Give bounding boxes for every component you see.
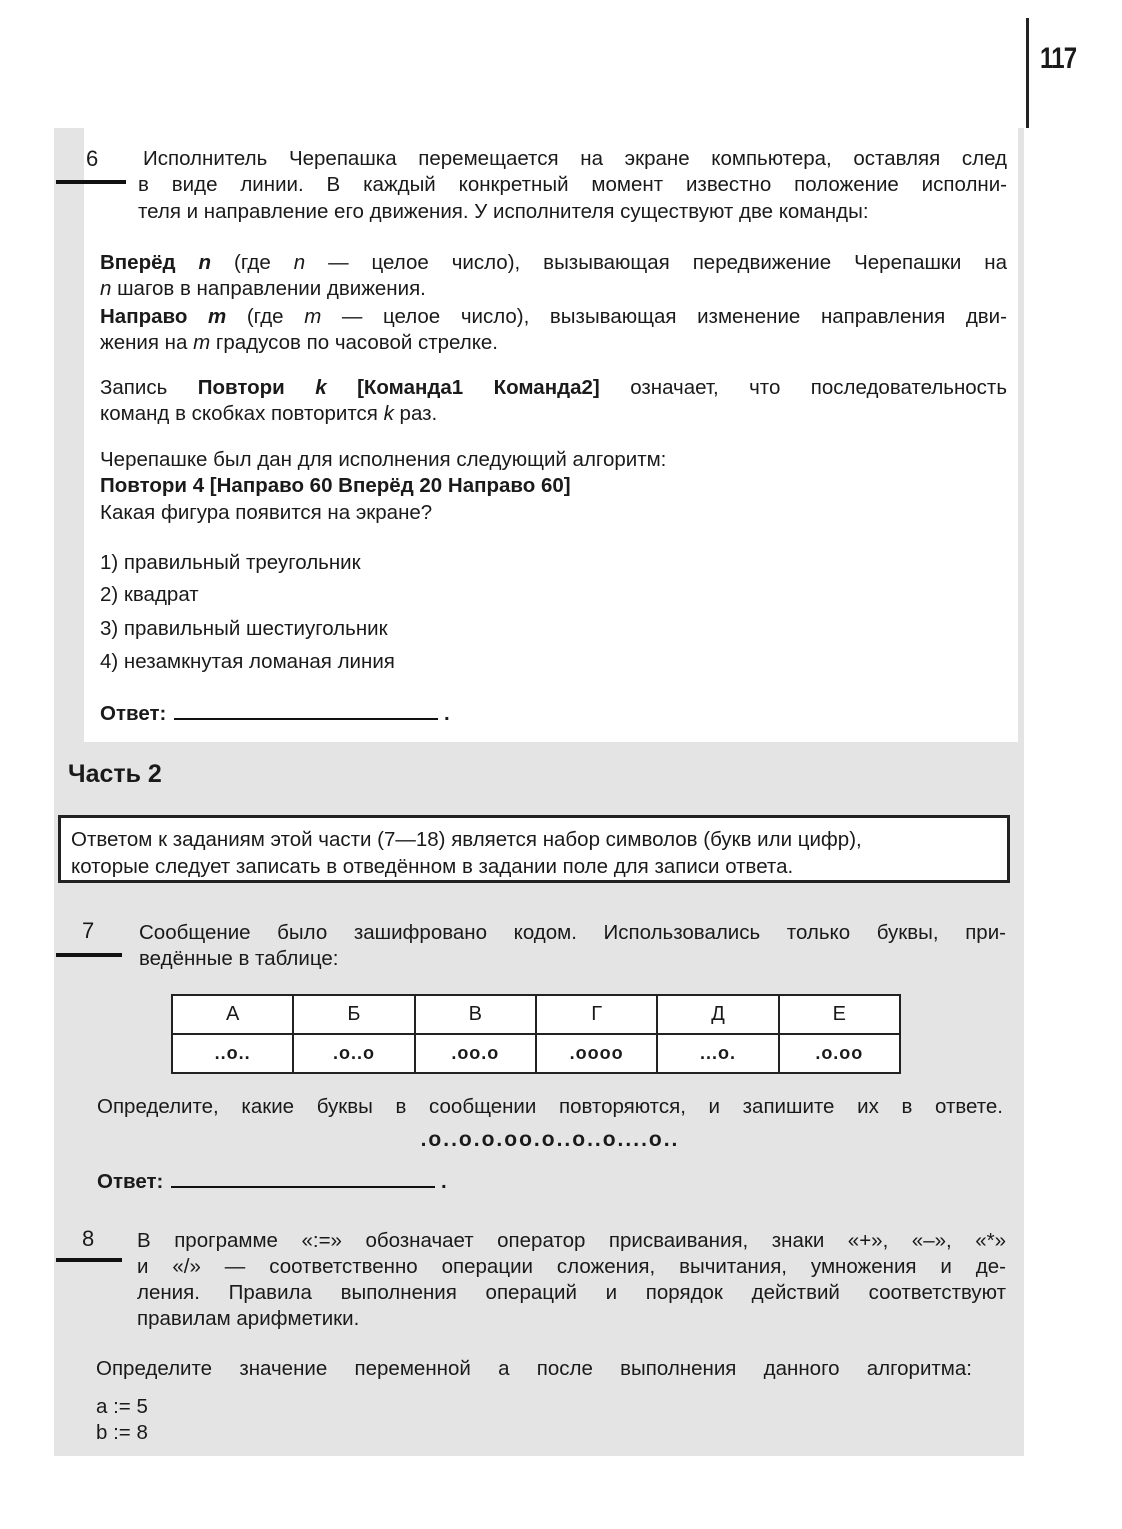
question-8-line-2: и «/» — соответственно операции сложения, вычитания, умножения и де- [137, 1255, 1006, 1278]
command-right-desc-b: — целое число), вызывающая изменение направления дви- [341, 305, 1007, 328]
command-right-line2-a: жения на [100, 331, 188, 354]
letter-cell: В [415, 995, 536, 1034]
repeat-d: означает, что последовательность [630, 376, 1007, 399]
code-cell: .oooo [536, 1034, 657, 1073]
letter-cell: Д [657, 995, 778, 1034]
question-6-answer-field[interactable] [174, 700, 438, 720]
command-right-line-1 [100, 304, 1007, 330]
letter-cell: Е [779, 995, 900, 1034]
letter-cell: Г [536, 995, 657, 1034]
question-7-number: 7 [82, 918, 95, 943]
question-6-intro-line-1: Исполнитель Черепашка перемещается на экране компьютера, оставляя след [143, 147, 1007, 170]
code-table-letters-row [172, 995, 900, 1034]
repeat-line2-b: раз. [399, 402, 438, 425]
part-2-notice-line-2: которые следует записать в отведённом в задании поле для записи ответа. [71, 855, 794, 878]
repeat-line2-a: команд в скобках повторится [100, 402, 378, 425]
repeat-line2-var: k [383, 402, 394, 425]
command-forward-line-1 [100, 250, 1007, 276]
repeat-a: Запись [100, 376, 168, 399]
question-8-line-1: В программе «:=» обозначает оператор присваивания, знаки «+», «–», «*» [137, 1229, 1006, 1252]
page-header-rule [1026, 18, 1029, 128]
command-forward-line2-var: n [100, 277, 112, 300]
command-forward-desc-b: — целое число), вызывающая передвижение Черепашки на [328, 251, 1008, 274]
question-7-answer-label: Ответ: [97, 1170, 164, 1193]
question-6-intro-line-2: в виде линии. В каждый конкретный момент известно положение исполни- [138, 173, 1007, 196]
algorithm-code: Повтори 4 [Направо 60 Вперёд 20 Направо 60] [100, 474, 571, 497]
command-right-var: m [207, 305, 227, 328]
command-forward-var: n [198, 251, 212, 274]
code-cell: .o..o [293, 1034, 414, 1073]
code-line-1: a := 5 [96, 1395, 148, 1418]
command-forward-line-2 [100, 276, 1007, 302]
command-right-line-2 [100, 330, 1007, 356]
option-4: 4) незамкнутая ломаная линия [100, 650, 395, 673]
repeat-keyword: Повтори [197, 376, 285, 399]
question-7-marker [56, 953, 122, 957]
question-8-marker [56, 1258, 122, 1262]
command-forward-name: Вперёд [100, 251, 176, 274]
algorithm-intro: Черепашке был дан для исполнения следующий алгоритм: [100, 448, 667, 471]
question-8-line-4: правилам арифметики. [137, 1307, 360, 1330]
command-forward-desc-var: n [293, 251, 306, 274]
part-2-title: Часть 2 [68, 760, 162, 788]
code-line-2: b := 8 [96, 1421, 148, 1444]
question-6-answer [100, 700, 450, 727]
question-6-answer-dot: . [444, 702, 450, 725]
question-6-question: Какая фигура появится на экране? [100, 501, 433, 524]
question-7-line-2: ведённые в таблице: [139, 947, 339, 970]
code-cell: ...o. [657, 1034, 778, 1073]
page-number: 117 [1040, 42, 1077, 75]
question-6-answer-label: Ответ: [100, 702, 167, 725]
question-6-intro-line-3: теля и направление его движения. У исполнителя существуют две команды: [138, 200, 869, 223]
question-7-answer [97, 1168, 447, 1195]
question-8-task: Определите значение переменной a после выполнения данного алгоритма: [96, 1357, 972, 1380]
question-8-line-3: ления. Правила выполнения операций и порядок действий соответствуют [137, 1281, 1006, 1304]
repeat-line-2 [100, 401, 1007, 427]
command-right-desc-var: m [304, 305, 322, 328]
code-cell: .o.oo [779, 1034, 900, 1073]
command-forward-line2-text: шагов в направлении движения. [117, 277, 426, 300]
code-cell: .oo.o [415, 1034, 536, 1073]
option-2: 2) квадрат [100, 583, 199, 606]
question-7-answer-dot: . [441, 1170, 447, 1193]
question-7-line-1: Сообщение было зашифровано кодом. Использовались только буквы, при- [139, 921, 1006, 944]
code-table-codes-row [172, 1034, 900, 1073]
repeat-commands: [Команда1 Команда2] [357, 376, 600, 399]
question-7-answer-field[interactable] [171, 1168, 435, 1188]
question-6-marker [56, 180, 126, 184]
part-2-notice-line-1: Ответом к заданиям этой части (7—18) является набор символов (букв или цифр), [71, 828, 862, 851]
command-right-name: Направо [100, 305, 188, 328]
code-table [171, 994, 901, 1074]
command-forward-desc-a: (где [234, 251, 271, 274]
command-right-desc-a: (где [246, 305, 284, 328]
option-3: 3) правильный шестиугольник [100, 617, 388, 640]
letter-cell: Б [293, 995, 414, 1034]
option-1: 1) правильный треугольник [100, 551, 361, 574]
repeat-var: k [315, 376, 327, 399]
encoded-message: .o..o.o.oo.o..o..o....o.. [420, 1128, 680, 1151]
letter-cell: А [172, 995, 293, 1034]
question-8-number: 8 [82, 1226, 95, 1251]
repeat-line-1 [100, 375, 1007, 401]
question-7-task: Определите, какие буквы в сообщении повторяются, и запишите их в ответе. [97, 1095, 1003, 1118]
question-6-number: 6 [86, 146, 99, 171]
code-cell: ..o.. [172, 1034, 293, 1073]
command-right-line2-b: градусов по часовой стрелке. [215, 331, 499, 354]
part-2-notice [58, 815, 1010, 883]
command-right-line2-var: m [193, 331, 211, 354]
